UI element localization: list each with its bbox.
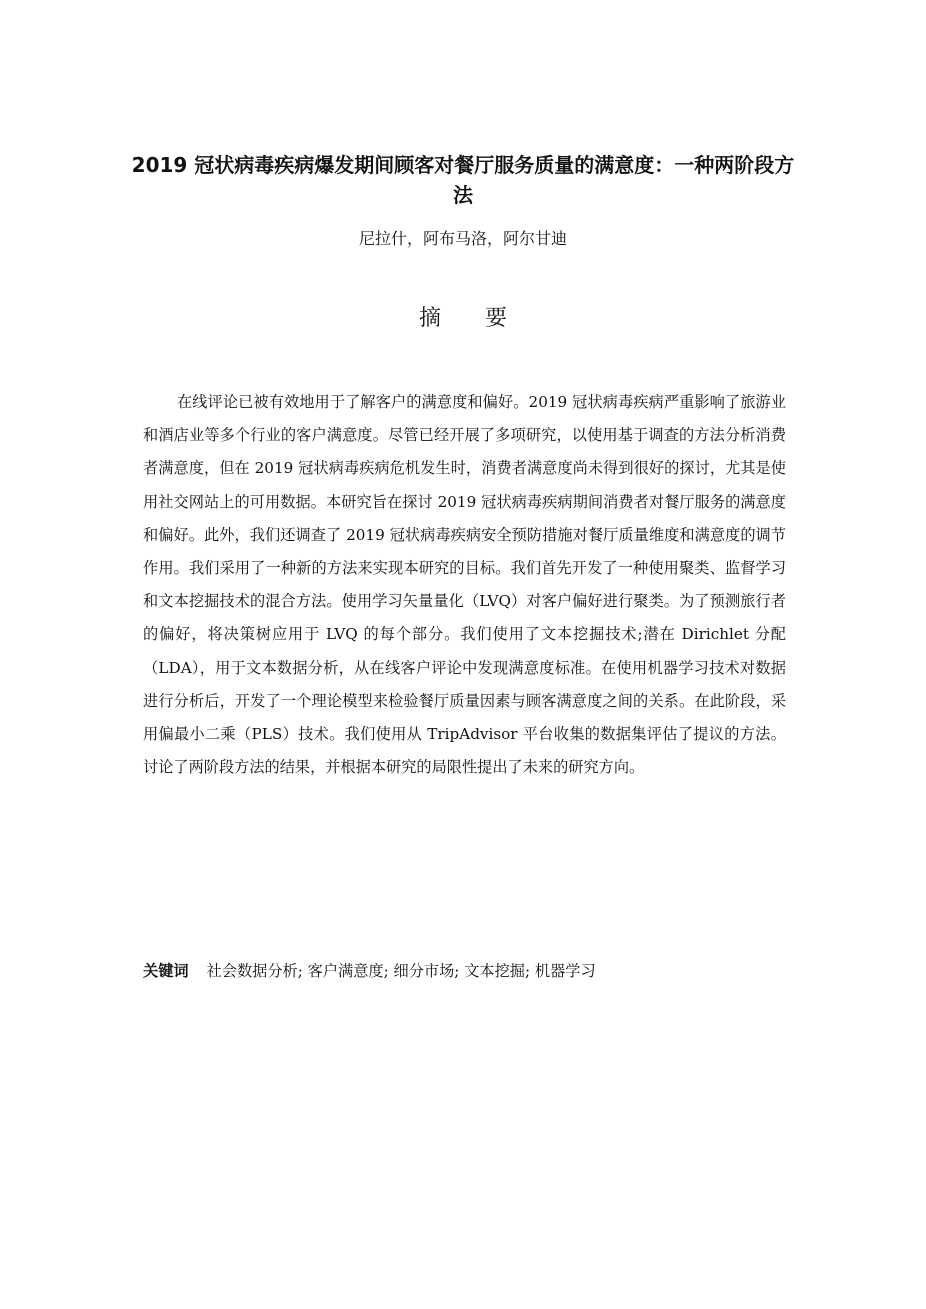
keywords-list: 社会数据分析; 客户满意度; 细分市场; 文本挖掘; 机器学习: [206, 962, 596, 980]
abstract-text: 在线评论已被有效地用于了解客户的满意度和偏好。2019 冠状病毒疾病严重影响了旅游业和酒店业等多个行业的客户满意度。尽管已经开展了多项研究，以使用基于调查的方法分析消费者满意度，但在 2019 冠状病毒疾病危机发生时，消费者满意度尚未得到很好的探讨，尤其是使用社交网站上的可用数据。本研究旨在探讨 2019 冠状病毒疾病期间消费者对餐厅服务的满意度和偏好。此外，我们还调查了 2019 冠状病毒疾病安全预防措施对餐厅质量维度和满意度的调节作用。我们采用了一种新的方法来实现本研究的目标。我们首先开发了一种使用聚类、监督学习和文本挖掘技术的混合方法。使用学习矢量量化（LVQ）对客户偏好进行聚类。为了预测旅行者的偏好，将决策树应用于 LVQ 的每个部分。我们使用了文本挖掘技术;潜在 Dirichlet 分配（LDA），用于文本数据分析，从在线客户评论中发现满意度标准。在使用机器学习技术对数据进行分析后，开发了一个理论模型来检验餐厅质量因素与顾客满意度之间的关系。在此阶段，采用偏最小二乘（PLS）技术。我们使用从 TripAdvisor 平台收集的数据集评估了提议的方法。讨论了两阶段方法的结果，并根据本研究的局限性提出了未来的研究方向。: [143, 393, 786, 777]
keywords-label: 关键词: [143, 962, 189, 980]
abstract-heading: 摘要: [418, 306, 551, 331]
paper-authors: 尼拉什，阿布马洛，阿尔甘迪: [358, 229, 567, 248]
keywords-line: [143, 957, 786, 985]
paper-title: 2019 冠状病毒疾病爆发期间顾客对餐厅服务质量的满意度：一种两阶段方法: [131, 153, 795, 207]
